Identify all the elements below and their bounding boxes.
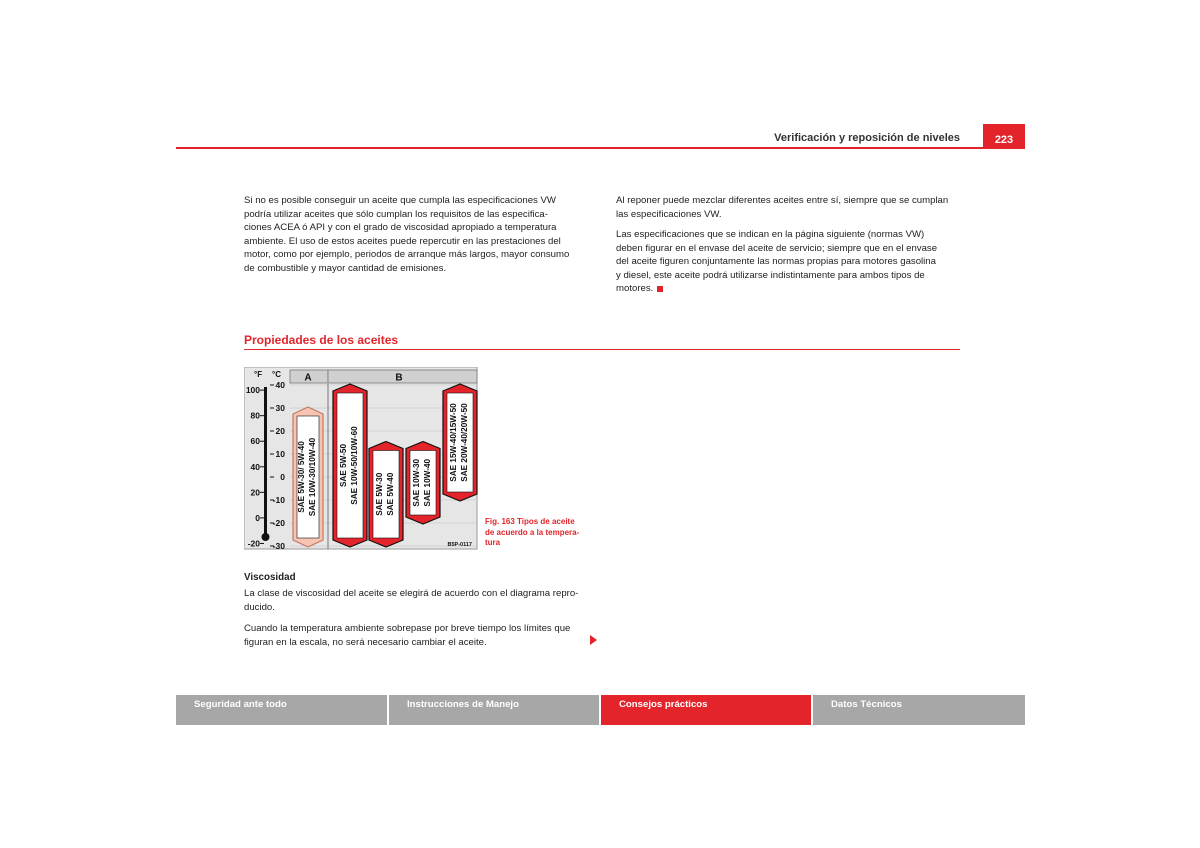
celsius-tick-label: -10 xyxy=(272,495,285,505)
group-b-label: B xyxy=(395,372,403,384)
celsius-tick-label: 20 xyxy=(275,426,285,436)
group-a-label: A xyxy=(304,372,312,384)
fahrenheit-tick-label: 100 xyxy=(245,385,260,396)
fahrenheit-tick-label: 80 xyxy=(250,410,260,421)
intro-paragraph-right-2-text: Las especificaciones que se indican en la página siguiente (normas VW) deben figurar en el envase del aceite de servicio; siempre que en el envase del aceite figuren conjuntamente las normas propias para motores gasolina y diesel, este aceite podrá utilizarse indistintamente para ambos tipos de motores. xyxy=(616,229,938,295)
fahrenheit-tick-label: 40 xyxy=(250,461,260,472)
figure-caption: Fig. 163 Tipos de aceite de acuerdo a la tempera- tura xyxy=(485,517,580,548)
celsius-unit: °C xyxy=(272,370,281,379)
figure-code: B5P-0117 xyxy=(447,542,472,548)
fahrenheit-tick-label: 0 xyxy=(255,512,260,523)
viscosity-paragraph-1: La clase de viscosidad del aceite se elegirá de acuerdo con el diagrama repro- ducido. xyxy=(244,588,579,613)
celsius-tick-label: 10 xyxy=(275,449,285,459)
intro-paragraph-right-2 xyxy=(616,228,966,296)
viscosity-grade-line-1: SAE 5W-30/ 5W-40 xyxy=(297,441,306,513)
intro-paragraph-left: Si no es posible conseguir un aceite que cumpla las especificaciones VW podría utilizar aceites que sólo cumplan los requisitos de las especifica- ciones ACEA ó API y con el grado de viscosidad apropiado a temperatura ambiente. El uso de estos aceites puede repercutir en las prestaciones del motor, como por ejemplo, periodos de arranque más largos, mayor consumo de combustible y mayor cantidad de emisiones. xyxy=(244,195,570,274)
page-number: 223 xyxy=(983,124,1025,149)
nav-tab-datos-tecnicos[interactable]: Datos Técnicos xyxy=(813,695,1025,725)
fahrenheit-unit: °F xyxy=(254,370,263,379)
celsius-tick-label: -30 xyxy=(272,541,285,550)
viscosity-paragraph-2: Cuando la temperatura ambiente sobrepase por breve tiempo los límites que figuran en la escala, no será necesario cambiar el aceite. xyxy=(244,623,571,648)
viscosity-grade-line-1: SAE 5W-50 xyxy=(339,443,348,488)
viscosity-grade-line-1: SAE 15W-40/15W-50 xyxy=(449,403,458,482)
nav-tab-consejos[interactable]: Consejos prácticos xyxy=(601,695,811,725)
section-divider xyxy=(244,349,960,350)
nav-tab-instrucciones[interactable]: Instrucciones de Manejo xyxy=(389,695,599,725)
nav-tab-seguridad[interactable]: Seguridad ante todo xyxy=(176,695,387,725)
viscosity-grade-line-1: SAE 5W-30 xyxy=(375,472,384,516)
viscosity-grade-line-2: SAE 10W-50/10W-60 xyxy=(350,426,359,505)
fahrenheit-tick-label: -20 xyxy=(247,538,260,549)
viscosity-grade-line-2: SAE 10W-30/10W-40 xyxy=(308,437,317,517)
celsius-tick-label: 40 xyxy=(275,380,285,390)
thermometer-bulb xyxy=(262,533,270,541)
continue-arrow-icon xyxy=(590,635,597,645)
intro-paragraph-right-1: Al reponer puede mezclar diferentes aceites entre sí, siempre que se cumplan las especificaciones VW. xyxy=(616,195,949,220)
viscosity-grade-line-1: SAE 10W-30 xyxy=(412,458,421,507)
celsius-tick-label: -20 xyxy=(272,518,285,528)
oil-viscosity-diagram xyxy=(244,367,478,550)
fahrenheit-tick-label: 60 xyxy=(250,436,260,447)
celsius-tick-label: 30 xyxy=(275,403,285,413)
chapter-navigation xyxy=(176,695,1025,725)
fahrenheit-tick-label: 20 xyxy=(250,487,260,498)
viscosity-heading: Viscosidad xyxy=(244,572,296,583)
header-divider xyxy=(176,147,983,149)
section-heading: Propiedades de los aceites xyxy=(244,333,399,347)
end-of-section-icon xyxy=(657,286,663,292)
viscosity-grade-line-2: SAE 10W-40 xyxy=(423,458,432,507)
viscosity-grade-line-2: SAE 5W-40 xyxy=(386,472,395,516)
thermometer-tube xyxy=(264,387,267,535)
viscosity-grade-line-2: SAE 20W-40/20W-50 xyxy=(460,403,469,482)
celsius-tick-label: 0 xyxy=(280,472,285,482)
chapter-title: Verificación y reposición de niveles xyxy=(774,132,960,144)
